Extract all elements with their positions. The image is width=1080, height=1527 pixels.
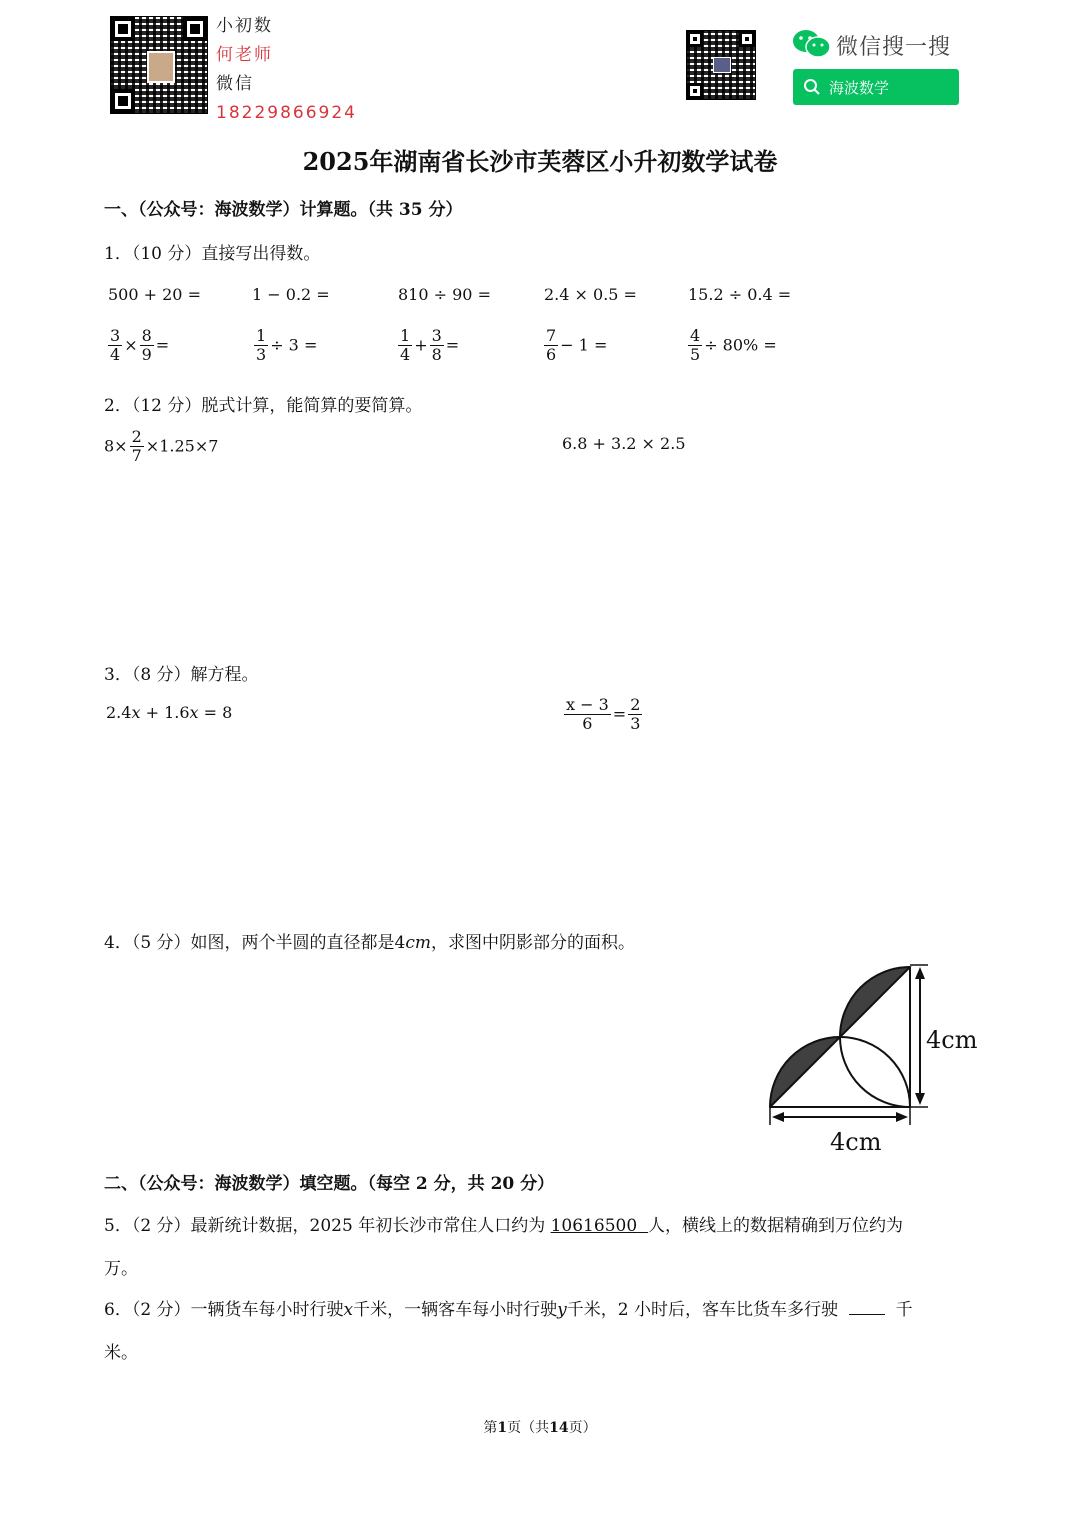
q1-expr-10: $\frac{4}{5}$ ÷ 80% = — [690, 326, 777, 365]
arrow-down-icon — [915, 1093, 925, 1105]
fraction: $\frac{8}{9}$ — [141, 326, 152, 365]
semicircle-figure — [760, 955, 980, 1165]
q3-expr-2: $\frac{x - 3}{6}$ = $\frac{2}{3}$ — [566, 695, 641, 734]
diagonal-line — [770, 967, 910, 1107]
fraction: $\frac{4}{5}$ — [690, 326, 701, 365]
wechat-search-button-label: 海波数学 — [829, 78, 890, 97]
question-4-label: 4．（5 分）如图，两个半圆的直径都是4cm，求图中阴影部分的面积。 — [104, 933, 636, 953]
qr-finder-icon — [111, 89, 135, 113]
qr-code-right — [686, 30, 756, 100]
question-5-line-2: 万。 — [104, 1259, 138, 1279]
fraction: $\frac{1}{4}$ — [400, 326, 411, 365]
question-6-line-2: 米。 — [104, 1343, 138, 1363]
fraction: $\frac{3}{4}$ — [110, 326, 121, 365]
qr-center-image — [713, 57, 731, 73]
avatar — [147, 51, 175, 83]
section-2-heading: 二、（公众号：海波数学）填空题。（每空 2 分，共 20 分） — [104, 1174, 555, 1194]
label-line-4: 18229866924 — [216, 103, 357, 123]
wechat-search-button[interactable] — [793, 69, 959, 105]
q1-expr-2: 1 − 0.2 = — [252, 285, 330, 304]
arrow-left-icon — [772, 1112, 784, 1122]
qr-finder-icon — [687, 31, 703, 47]
label-line-3: 微信 — [216, 74, 254, 94]
question-6-text: 6．（2 分）一辆货车每小时行驶x千米，一辆客车每小时行驶y千米，2 小时后，客车比货车多行驶 千 — [104, 1300, 913, 1320]
q1-expr-1: 500 + 20 = — [108, 285, 201, 304]
underlined-number: 10616500 — [550, 1216, 638, 1236]
qr-finder-icon — [687, 83, 703, 99]
fraction: $\frac{3}{8}$ — [431, 326, 442, 365]
qr-finder-icon — [183, 17, 207, 41]
wechat-logo-icon — [792, 28, 832, 60]
search-icon — [803, 78, 821, 96]
question-3-label: 3．（8 分）解方程。 — [104, 665, 259, 685]
q1-expr-4: 2.4 × 0.5 = — [544, 285, 637, 304]
wechat-search-title: 微信搜一搜 — [836, 35, 952, 60]
qr-code-left — [110, 16, 208, 114]
q1-expr-8: $\frac{1}{4}$ + $\frac{3}{8}$ = — [400, 326, 460, 365]
label-line-2: 何老师 — [216, 45, 273, 65]
height-label: 4cm — [926, 1026, 978, 1054]
q1-expr-5: 15.2 ÷ 0.4 = — [688, 285, 792, 304]
qr-finder-icon — [111, 17, 135, 41]
q1-expr-7: $\frac{1}{3}$ ÷ 3 = — [256, 326, 318, 365]
fraction: $\frac{7}{6}$ — [546, 326, 557, 365]
arrow-up-icon — [915, 967, 925, 979]
question-2-label: 2．（12 分）脱式计算，能简算的要简算。 — [104, 396, 423, 416]
width-label: 4cm — [830, 1128, 882, 1156]
shaded-lens-right — [840, 1037, 910, 1107]
q1-expr-3: 810 ÷ 90 = — [398, 285, 491, 304]
question-5-text: 5．（2 分）最新统计数据，2025 年初长沙市常住人口约为 10616500 人，横线上的数据精确到万位约为 — [104, 1216, 903, 1236]
fraction: $\frac{x - 3}{6}$ — [566, 695, 609, 734]
qr-finder-icon — [739, 31, 755, 47]
q2-expr-2: 6.8 + 3.2 × 2.5 — [562, 434, 686, 453]
fraction: $\frac{2}{7}$ — [131, 427, 142, 466]
section-1-heading: 一、（公众号：海波数学）计算题。（共 35 分） — [104, 200, 463, 220]
q1-expr-9: $\frac{7}{6}$ − 1 = — [546, 326, 608, 365]
answer-blank[interactable] — [849, 1300, 885, 1315]
fraction: $\frac{1}{3}$ — [256, 326, 267, 365]
fraction: $\frac{2}{3}$ — [630, 695, 641, 734]
label-line-1: 小初数 — [216, 16, 273, 36]
qr-left-label — [216, 12, 357, 128]
page-footer: 第1页（共14页） — [483, 1420, 597, 1436]
q3-expr-1: 2.4x + 1.6x = 8 — [106, 703, 233, 722]
arrow-right-icon — [896, 1112, 908, 1122]
question-1-label: 1．（10 分）直接写出得数。 — [104, 244, 321, 264]
q1-expr-6: $\frac{3}{4}$ × $\frac{8}{9}$ = — [110, 326, 170, 365]
page-title: 2025年湖南省长沙市芙蓉区小升初数学试卷 — [302, 147, 778, 176]
q2-expr-1: 8× $\frac{2}{7}$ ×1.25×7 — [104, 427, 219, 466]
